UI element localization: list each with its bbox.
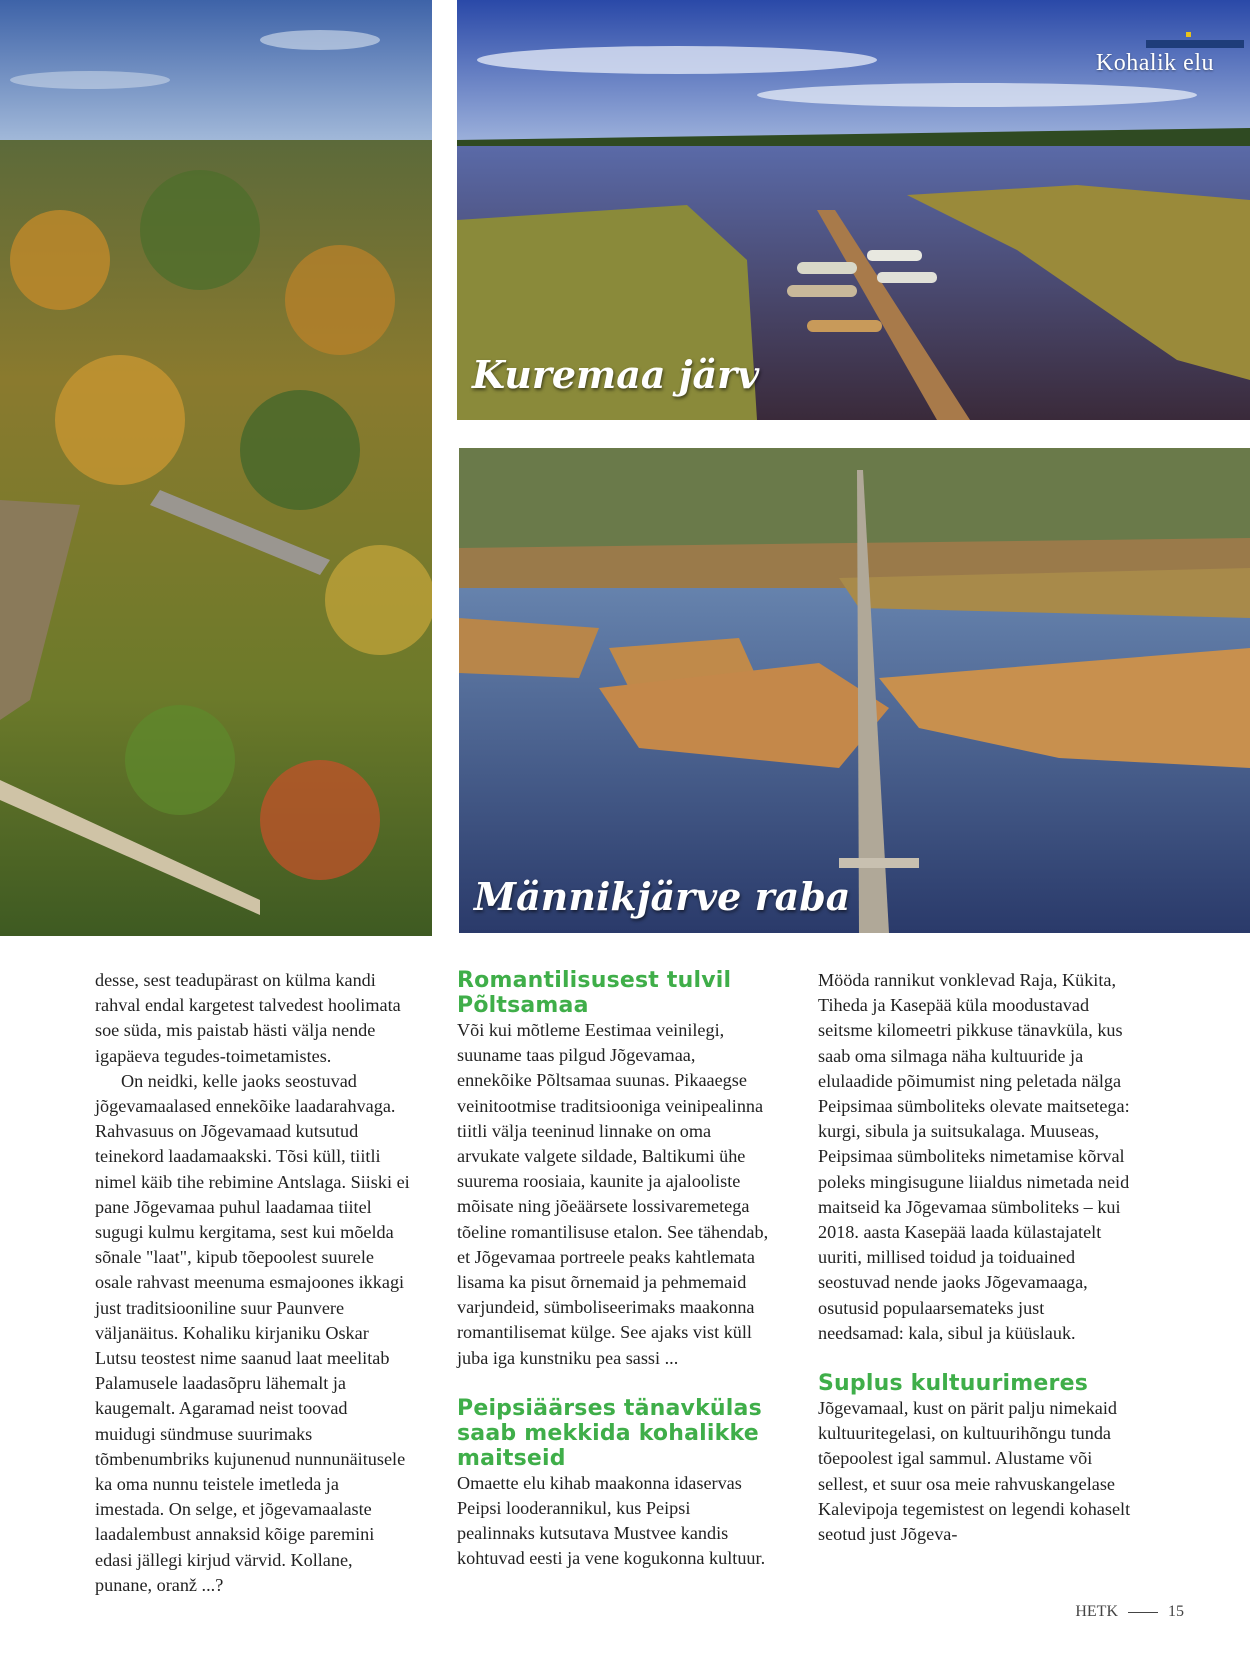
text-column-1 (95, 968, 410, 1598)
body-paragraph: Jõgevamaal, kust on pärit palju nimekaid kultuuritegelasi, on kultuurihõngu tunda tõepoolest igal sammul. Alustame või sellest, et suur osa meie rahvuskangelase Kalevipoja tegemistest on legendi kohaselt seotud just Jõgeva- (818, 1398, 1131, 1545)
page-footer (1075, 1603, 1184, 1621)
section-heading: Peipsiäärses tänavkülas saab mekkida kohalikke maitseid (457, 1395, 762, 1471)
body-paragraph: desse, sest teadupärast on külma kandi rahval endal kargetest talvedest hoolimata soe süda, mis paistab hästi välja nende igapäeva tegudes-toimetamistes. (95, 970, 401, 1066)
bog-caption: Männikjärve raba (474, 874, 851, 919)
section-accent-bar (1146, 40, 1244, 48)
body-paragraph: On neidki, kelle jaoks seostuvad jõgevamaalased ennekõike laadarahvaga. Rahvasuus on Jõgevamaad kutsutud teinekord laadamaakski. Tõsi küll, tiitli nimel käib tihe rebimine Antslaga. Siiski ei pane Jõgevamaa puhul laadamaa tiitel sugugi kulmu kergitama, sest kui mõelda sõnale "laat", kipub tõepoolest suurele osale rahvast meenuma esmajoones ikkagi just traditsiooniline suur Paunvere väljanäitus. Kohaliku kirjaniku Oskar Lutsu teostest nime saanud laat meelitab Palamusele laadasõpru lähemalt ja kaugemalt. Agaramad neist toovad muidugi sündmuse suurimaks tõmbenumbriks kujunenud nunnunäitusele ka oma nunnu teistele imetleda ja imestada. On selge, et jõgevamaalaste laadalembust annaksid kõige paremini edasi jällegi kirjud värvid. Kollane, punane, oranž ...? (95, 1070, 410, 1595)
magazine-name: HETK (1075, 1603, 1118, 1620)
section-heading: Suplus kultuurimeres (818, 1371, 1088, 1397)
section-heading: Romantilisusest tulvil Põltsamaa (457, 968, 732, 1018)
text-column-2 (457, 968, 772, 1572)
lake-caption: Kuremaa järv (472, 352, 760, 397)
bog-boardwalk-photo (459, 448, 1250, 933)
footer-divider (1128, 1612, 1158, 1613)
section-accent-dot (1186, 32, 1191, 37)
section-label: Kohalik elu (1095, 50, 1214, 76)
body-paragraph: Omaette elu kihab maakonna idaservas Peipsi looderannikul, kus Peipsi pealinnaks kutsutava Mustvee kandis kohtuvad eesti ja vene kogukonna kultuur. (457, 1472, 766, 1569)
body-paragraph: Mööda rannikut vonklevad Raja, Kükita, Tiheda ja Kasepää küla moodustavad seitsme kilomeetri pikkuse tänavküla, kus saab oma silmaga näha kultuuride ja elulaadide põimumist ning peletada nälga Peipsimaa sümboliteks olevate maitsetega: kurgi, sibula ja suitsukalaga. Muuseas, Peipsimaa sümboliteks nimetamise kõrval poleks mingisugune liialdus nimetada neid maitseid ka Jõgevamaa sümboliteks – kui 2018. aasta Kasepää laada külastajatelt uuriti, millised toidud ja toiduained seostuvad nende jaoks Jõgevamaaga, osutusid populaarsemateks just needsamad: kala, sibul ja küüslauk. (818, 970, 1130, 1343)
forest-aerial-photo (0, 0, 432, 936)
body-paragraph: Või kui mõtleme Eestimaa veinilegi, suuname taas pilgud Jõgevamaa, ennekõike Põltsamaa suunas. Pikaaegse veinitootmise traditsiooniga veinipealinna tiitli välja teeninud linnake on oma arvukate valgete sildade, Baltikumi ühe suurema roosiaia, kaunite ja ajalooliste mõisate ning jõeäärsete lossivaremetega tõeline romantilisuse etalon. See tähendab, et Jõgevamaa portreele peaks kahtlemata lisama ka pisut õrnemaid ja pehmemaid varjundeid, sümboliseerimaks maakonna romantilisemat külge. See ajaks vist küll juba iga kunstniku pea sassi ... (457, 1020, 769, 1368)
page-number: 15 (1168, 1603, 1184, 1620)
text-column-3 (818, 968, 1133, 1547)
